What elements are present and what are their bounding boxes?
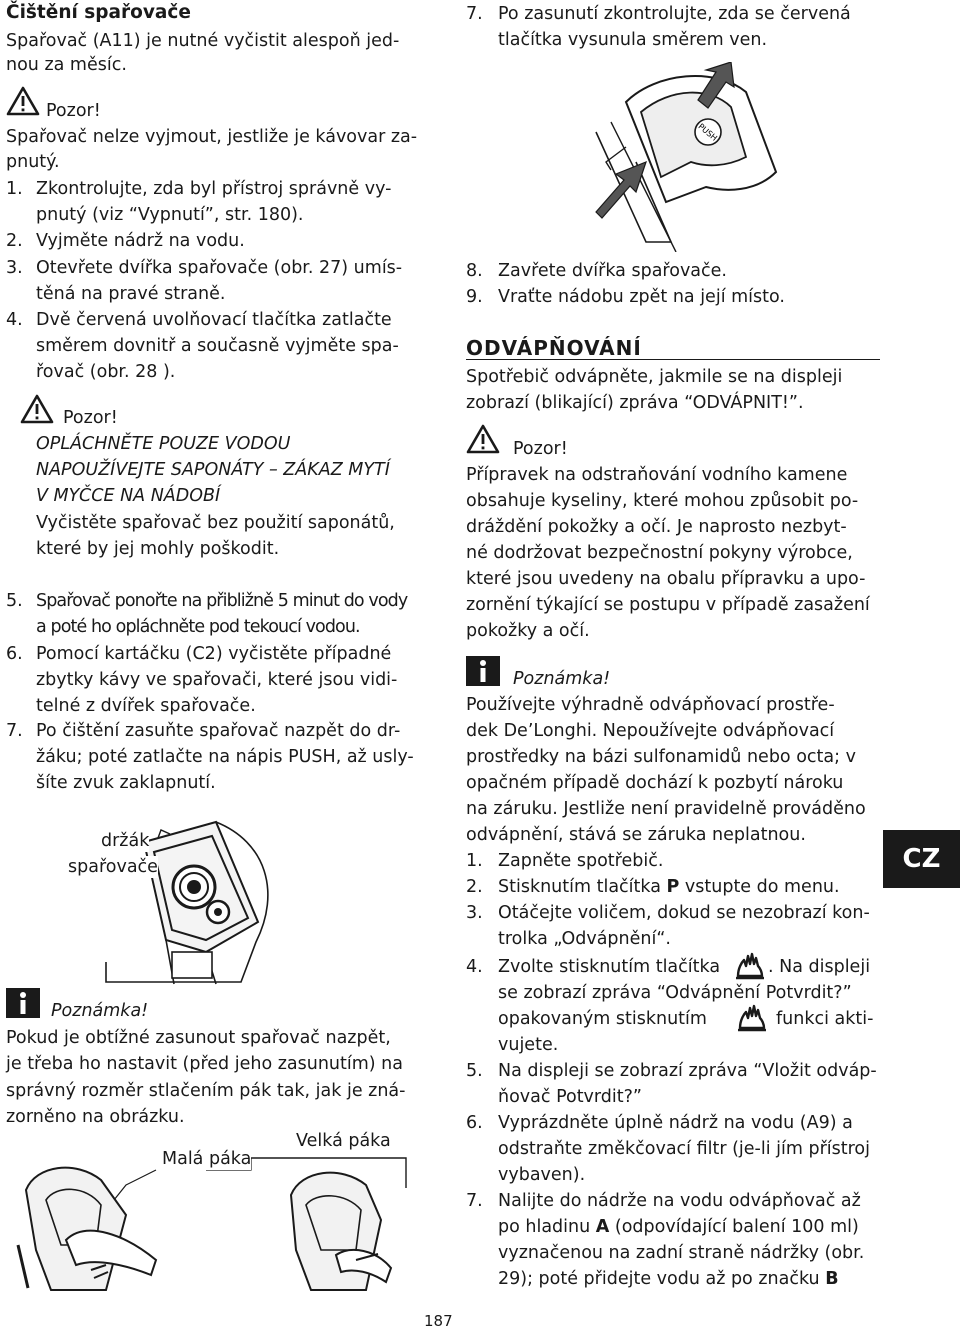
- step-text: Nalijte do nádrže na vodu odvápňovač až: [498, 1191, 861, 1211]
- warning-text-line: pnutý.: [6, 152, 60, 172]
- warning-text-line: které by jej mohly poškodit.: [36, 539, 280, 559]
- warning-text-line: né dodržovat bezpečnostní pokyny výrobce,: [466, 543, 853, 563]
- figure-label-small-lever: Malá páka: [162, 1149, 252, 1169]
- warning-text-line: Přípravek na odstraňování vodního kamene: [466, 465, 848, 485]
- step-number: 1.: [466, 851, 483, 871]
- step-number: 8.: [466, 261, 483, 281]
- step-text: odstraňte změkčovací filtr (je-li jím přístroj: [498, 1139, 871, 1159]
- warning-text-line: Vyčistěte spařovač bez použití saponátů,: [36, 513, 395, 533]
- step-text: ňovač Potvrdit?”: [498, 1087, 642, 1107]
- note-text-line: odvápnění, stává se záruka neplatnou.: [466, 825, 806, 845]
- step-text: řovač (obr. 28 ).: [36, 362, 176, 382]
- step-text: Na displeji se zobrazí zpráva “Vložit odváp-: [498, 1061, 877, 1081]
- step-number: 7.: [466, 4, 483, 24]
- step-text: Pomocí kartáčku (C2) vyčistěte případné: [36, 644, 392, 664]
- step-text: Spařovač ponořte na přibližně 5 minut do vody: [36, 591, 408, 611]
- step-number: 3.: [466, 903, 483, 923]
- step-text: těná na pravé straně.: [36, 284, 226, 304]
- push-label: PUSH: [696, 121, 719, 143]
- warning-label: Pozor!: [513, 439, 568, 459]
- step-text: Vyprázdněte úplně nádrž na vodu (A9) a: [498, 1113, 853, 1133]
- push-buttons-illustration: [586, 62, 786, 252]
- figure-label: spařovače: [68, 857, 158, 877]
- section-intro-line: zobrazí (blikající) zpráva “ODVÁPNIT!”.: [466, 393, 804, 413]
- warning-icon: [6, 86, 40, 116]
- section-title-descaling: ODVÁPŇOVÁNÍ: [466, 336, 642, 360]
- note-text-line: dek De’Longhi. Nepoužívejte odvápňovací: [466, 721, 835, 741]
- step-text: Zvolte stisknutím tlačítka: [498, 957, 721, 977]
- step-text: Stisknutím tlačítka P vstupte do menu.: [498, 877, 840, 897]
- step-text: směrem dovnitř a současně vyjměte spa-: [36, 336, 399, 356]
- warning-label: Pozor!: [63, 408, 118, 428]
- note-text-line: zorněno na obrázku.: [6, 1107, 185, 1127]
- warning-text-line: pokožky a očí.: [466, 621, 590, 641]
- warning-text-line: zornění týkající se postupu v případě zasažení: [466, 595, 870, 615]
- note-text-line: je třeba ho nastavit (před jeho zasunutím) na: [6, 1054, 403, 1074]
- note-text-line: prostředky na bázi sulfonamidů nebo octa; v: [466, 747, 856, 767]
- warning-text-line: obsahuje kyseliny, které mohou způsobit po-: [466, 491, 859, 511]
- step-text: šíte zvuk zaklapnutí.: [36, 773, 216, 793]
- section-rule: [466, 359, 880, 360]
- step-number: 7.: [6, 721, 23, 741]
- warning-text-line: které jsou uvedeny na obalu přípravku a upo-: [466, 569, 866, 589]
- step-text: Po zasunutí zkontrolujte, zda se červená: [498, 4, 851, 24]
- step-text: telné z dvířek spařovače.: [36, 696, 256, 716]
- info-icon: [6, 988, 40, 1018]
- step-text: Zapněte spotřebič.: [498, 851, 664, 871]
- step-number: 6.: [6, 644, 23, 664]
- step-number: 2.: [466, 877, 483, 897]
- note-text-line: na záruku. Jestliže není pravidelně prováděno: [466, 799, 866, 819]
- step-text: Vraťte nádobu zpět na její místo.: [498, 287, 785, 307]
- step-text: tlačítka vysunula směrem ven.: [498, 30, 768, 50]
- step-text: Zavřete dvířka spařovače.: [498, 261, 727, 281]
- figure-label-big-lever: Velká páka: [296, 1131, 391, 1151]
- step-text: se zobrazí zpráva “Odvápnění Potvrdit?”: [498, 983, 852, 1003]
- figure-label: držák: [101, 831, 150, 851]
- note-text-line: Pokud je obtížné zasunout spařovač nazpět,: [6, 1028, 391, 1048]
- step-text: vyznačenou na zadní straně nádržky (obr.: [498, 1243, 865, 1263]
- warning-text-line: OPLÁCHNĚTE POUZE VODOU: [36, 434, 291, 454]
- language-tab: CZ: [883, 830, 960, 888]
- step-text: po hladinu A (odpovídající balení 100 ml): [498, 1217, 859, 1237]
- step-number: 5.: [466, 1061, 483, 1081]
- warning-text-line: Spařovač nelze vyjmout, jestliže je kávovar za-: [6, 127, 418, 147]
- warning-icon: [20, 394, 54, 424]
- step-number: 4.: [6, 310, 23, 330]
- step-text: a poté ho opláchněte pod tekoucí vodou.: [36, 617, 360, 637]
- step-text: Zkontrolujte, zda byl přístroj správně vy-: [36, 179, 392, 199]
- page-number: 187: [424, 1312, 453, 1330]
- step-text: Po čištění zasuňte spařovač nazpět do dr-: [36, 721, 401, 741]
- step-text: . Na displeji: [768, 957, 871, 977]
- step-number: 7.: [466, 1191, 483, 1211]
- section-intro-line: Spotřebič odvápněte, jakmile se na displeji: [466, 367, 843, 387]
- step-text: Otáčejte voličem, dokud se nezobrazí kon-: [498, 903, 870, 923]
- step-number: 2.: [6, 231, 23, 251]
- intro-line-1: Spařovač (A11) je nutné vyčistit alespoň jed-: [6, 31, 400, 51]
- step-text: Dvě červená uvolňovací tlačítka zatlačte: [36, 310, 392, 330]
- step-text: funkci akti-: [776, 1009, 874, 1029]
- intro-line-2: nou za měsíc.: [6, 55, 127, 75]
- note-label: Poznámka!: [51, 1001, 149, 1021]
- note-text-line: správný rozměr stlačením pák tak, jak je zná-: [6, 1081, 406, 1101]
- step-number: 6.: [466, 1113, 483, 1133]
- section-title-cleaning: Čištění spařovače: [6, 2, 191, 23]
- note-text-line: Používejte výhradně odvápňovací prostře-: [466, 695, 835, 715]
- step-number: 4.: [466, 957, 483, 977]
- step-text: vujete.: [498, 1035, 559, 1055]
- note-label: Poznámka!: [513, 669, 611, 689]
- step-text: 29); poté přidejte vodu až po značku B: [498, 1269, 839, 1289]
- warning-icon: [466, 424, 500, 454]
- warning-label: Pozor!: [46, 101, 101, 121]
- note-text-line: opačném případě dochází k pozbytí nároku: [466, 773, 844, 793]
- step-text: opakovaným stisknutím: [498, 1009, 707, 1029]
- levers-illustration: [6, 1150, 426, 1300]
- step-text: Otevřete dvířka spařovače (obr. 27) umís-: [36, 258, 403, 278]
- descale-button-icon: [732, 950, 768, 982]
- warning-text-line: NAPOUŽÍVEJTE SAPONÁTY – ZÁKAZ MYTÍ: [36, 460, 390, 480]
- step-text: zbytky kávy ve spařovači, které jsou vidi-: [36, 670, 398, 690]
- step-number: 1.: [6, 179, 23, 199]
- warning-text-line: V MYČCE NA NÁDOBÍ: [36, 486, 221, 506]
- step-text: trolka „Odvápnění“.: [498, 929, 671, 949]
- descale-button-icon: [734, 1002, 770, 1034]
- step-number: 3.: [6, 258, 23, 278]
- step-text: žáku; poté zatlačte na nápis PUSH, až usly-: [36, 747, 414, 767]
- info-icon: [466, 656, 500, 686]
- step-text: vybaven).: [498, 1165, 586, 1185]
- step-number: 5.: [6, 591, 23, 611]
- step-text: Vyjměte nádrž na vodu.: [36, 231, 245, 251]
- step-text: pnutý (viz “Vypnutí”, str. 180).: [36, 205, 304, 225]
- warning-text-line: dráždění pokožky a očí. Je naprosto nezbyt-: [466, 517, 847, 537]
- step-number: 9.: [466, 287, 483, 307]
